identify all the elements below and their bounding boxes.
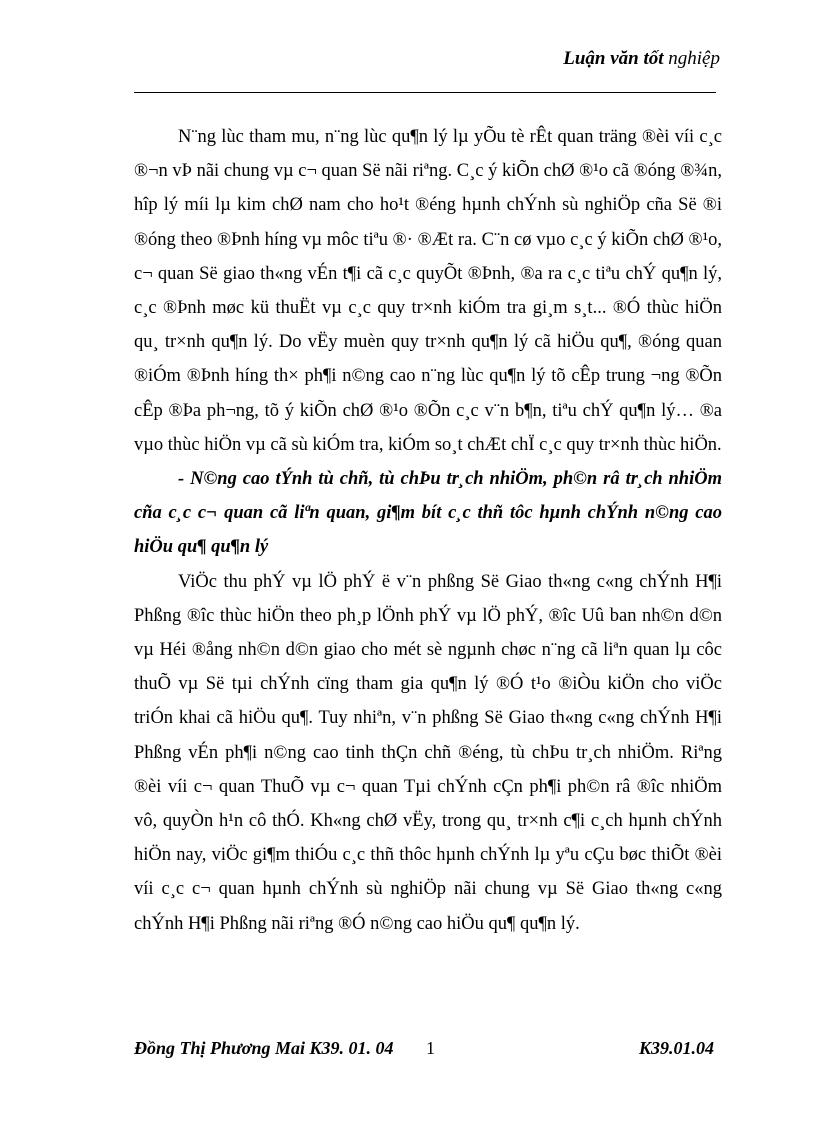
body-paragraph-2: ViÖc thu phÝ vµ lÖ phÝ ë v¨n phßng Së Giao th«ng c«ng chÝnh H¶i Phßng ®îc thùc hiÖn theo ph¸p lÖnh phÝ vµ lÖ phÝ, ®îc Uû ban nh©n d©n vµ Héi ®ång nh©n d©n giao cho mét sè ngµnh chøc n¨ng cã liªn quan lµ côc thuÕ vµ Së tµi chÝnh cïng tham gia qu¶n lý ®Ó t¹o ®iÒu kiÖn cho viÖc triÓn khai cã hiÖu qu¶. Tuy nhiªn, v¨n phßng Së Giao th«ng c«ng chÝnh H¶i Phßng vÉn ph¶i n©ng cao tinh thÇn chñ ®éng, tù chÞu tr¸ch nhiÖm. Riªng ®èi víi c¬ quan ThuÕ vµ c¬ quan Tµi chÝnh cÇn ph¶i ph©n râ ®îc nhiÖm vô, quyÒn h¹n cô thÓ. Kh«ng chØ vËy, trong qu¸ tr×nh c¶i c¸ch hµnh chÝnh hiÖn nay, viÖc gi¶m thiÓu c¸c thñ thôc hµnh chÝnh lµ yªu cÇu bøc thiÕt ®èi víi c¸c c¬ quan hµnh chÝnh sù nghiÖp nãi chung vµ Së Giao th«ng c«ng chÝnh H¶i Phßng nãi riªng ®Ó n©ng cao hiÖu qu¶ qu¶n lý.	[134, 571, 722, 934]
running-header	[563, 48, 720, 70]
page-number: 1	[426, 1038, 435, 1058]
section-heading: - N©ng cao tÝnh tù chñ, tù chÞu tr¸ch nhiÖm, ph©n râ tr¸ch nhiÖm cña c¸c c¬ quan cã liªn quan, gi¶m bít c¸c thñ tôc hµnh chÝnh n©ng cao hiÖu qu¶ qu¶n lý	[134, 469, 722, 558]
footer-author-class: Đồng Thị Phương Mai K39. 01. 04	[134, 1038, 394, 1058]
header-title-bold: Luận văn tốt	[563, 48, 664, 69]
body-paragraph-1: N¨ng lùc tham mu, n¨ng lùc qu¶n lý lµ yÕu tè rÊt quan träng ®èi víi c¸c ®¬n vÞ nãi chung vµ c¬ quan Së nãi riªng. C¸c ý kiÕn chØ ®¹o cã ®óng ®¾n, hîp lý míi lµ kim chØ nam cho ho¹t ®éng hµnh chÝnh sù nghiÖp cña Së ®i ®óng theo ®Þnh híng vµ môc tiªu ®· ®Æt ra. C¨n cø vµo c¸c ý kiÕn chØ ®¹o, c¬ quan Së giao th«ng vÉn t¶i cã c¸c quyÕt ®Þnh, ®a ra c¸c tiªu chÝ qu¶n lý, c¸c ®Þnh møc kü thuËt vµ c¸c quy tr×nh kiÓm tra gi¸m s¸t... ®Ó thùc hiÖn qu¸ tr×nh qu¶n lý. Do vËy muèn quy tr×nh qu¶n lý cã hiÖu qu¶, ®óng quan ®iÓm ®Þnh híng th× ph¶i n©ng cao n¨ng lùc qu¶n lý tõ cÊp trung ¬ng ®Õn cÊp ®Þa ph¬ng, tõ ý kiÕn chØ ®¹o ®Õn c¸c v¨n b¶n, tiªu chÝ qu¶n lý… ®a vµo thùc hiÖn vµ cã sù kiÓm tra, kiÓm so¸t chÆt chÏ c¸c quy tr×nh thùc hiÖn.	[134, 127, 722, 455]
page-footer	[134, 1038, 714, 1066]
header-divider	[134, 92, 716, 93]
header-title-light: nghiệp	[663, 48, 720, 69]
footer-class-code: K39.01.04	[638, 1038, 714, 1058]
document-body	[134, 120, 722, 941]
